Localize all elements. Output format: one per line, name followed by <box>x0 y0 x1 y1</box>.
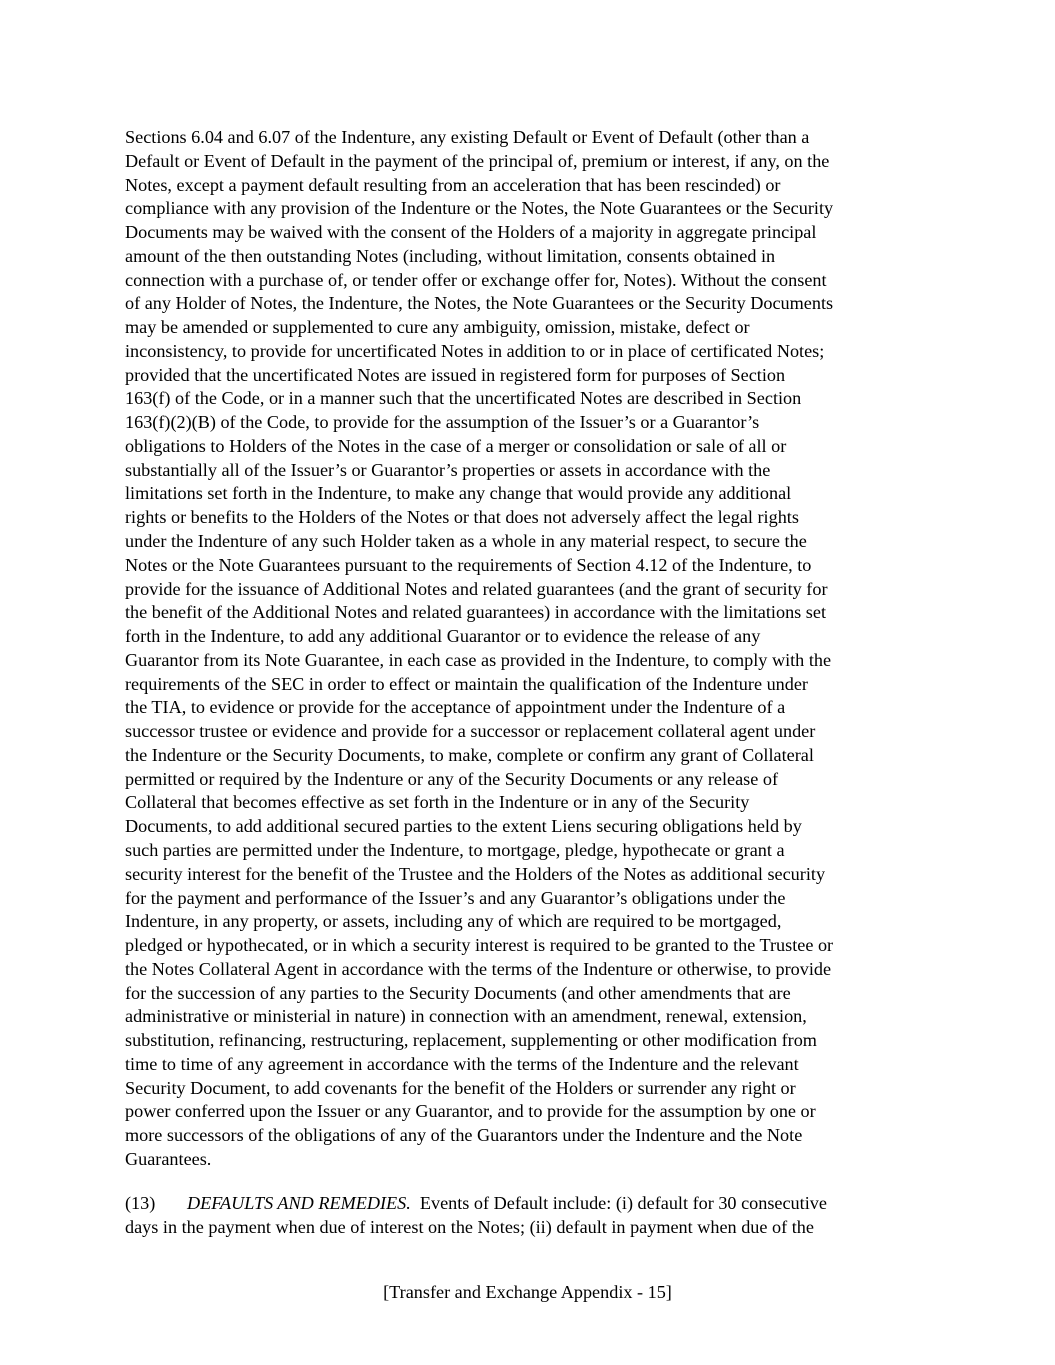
paragraph-line: compliance with any provision of the Indenture or the Notes, the Note Guarantees or the Security <box>125 198 834 219</box>
paragraph-line: the Notes Collateral Agent in accordance with the terms of the Indenture or otherwise, to provide <box>125 958 832 979</box>
paragraph-line: the TIA, to evidence or provide for the acceptance of appointment under the Indenture of a <box>125 697 786 718</box>
paragraph-line: amount of the then outstanding Notes (including, without limitation, consents obtained in <box>125 245 776 266</box>
paragraph-line: successor trustee or evidence and provide for a successor or replacement collateral agent under <box>125 721 816 742</box>
paragraph-line: of any Holder of Notes, the Indenture, the Notes, the Note Guarantees or the Security Documents <box>125 293 834 314</box>
paragraph-line: for the succession of any parties to the Security Documents (and other amendments that are <box>125 982 791 1003</box>
paragraph-line: substantially all of the Issuer’s or Guarantor’s properties or assets in accordance with the <box>125 459 771 480</box>
paragraph-line: connection with a purchase of, or tender offer or exchange offer for, Notes). Without the consent <box>125 269 827 290</box>
paragraph-line: such parties are permitted under the Indenture, to mortgage, pledge, hypothecate or grant a <box>125 839 785 860</box>
paragraph-line: Documents, to add additional secured parties to the extent Liens securing obligations held by <box>125 816 802 837</box>
paragraph-line: substitution, refinancing, restructuring, replacement, supplementing or other modification from <box>125 1030 817 1051</box>
paragraph-line: Indenture, in any property, or assets, including any of which are required to be mortgaged, <box>125 911 782 932</box>
paragraph-line: rights or benefits to the Holders of the Notes or that does not adversely affect the legal rights <box>125 507 799 528</box>
paragraph-line: provide for the issuance of Additional Notes and related guarantees (and the grant of security for <box>125 578 828 599</box>
paragraph-line: administrative or ministerial in nature) in connection with an amendment, renewal, extension, <box>125 1006 807 1027</box>
paragraph-line: Guarantor from its Note Guarantee, in each case as provided in the Indenture, to comply with the <box>125 649 832 670</box>
section-13-text: Events of Default include: (i) default for 30 consecutive <box>410 1193 827 1213</box>
paragraph-line: provided that the uncertificated Notes are issued in registered form for purposes of Section <box>125 364 786 385</box>
paragraph-line: Notes, except a payment default resulting from an acceleration that has been rescinded) or <box>125 174 781 195</box>
paragraph-line: power conferred upon the Issuer or any Guarantor, and to provide for the assumption by one or <box>125 1101 816 1122</box>
paragraph-line: forth in the Indenture, to add any additional Guarantor or to evidence the release of any <box>125 626 761 647</box>
paragraph-line: the benefit of the Additional Notes and related guarantees) in accordance with the limitations set <box>125 602 826 623</box>
paragraph-line: security interest for the benefit of the Trustee and the Holders of the Notes as additional security <box>125 863 826 884</box>
paragraph-line: obligations to Holders of the Notes in the case of a merger or consolidation or sale of all or <box>125 435 787 456</box>
paragraph-line: Notes or the Note Guarantees pursuant to the requirements of Section 4.12 of the Indenture, to <box>125 554 812 575</box>
section-13-paragraph <box>125 1192 930 1240</box>
page-footer: [Transfer and Exchange Appendix - 15] <box>383 1282 672 1302</box>
paragraph-line: Default or Event of Default in the payment of the principal of, premium or interest, if any, on the <box>125 150 830 171</box>
paragraph-line: limitations set forth in the Indenture, to make any change that would provide any additional <box>125 483 792 504</box>
paragraph-line: under the Indenture of any such Holder taken as a whole in any material respect, to secure the <box>125 531 807 552</box>
paragraph-line: the Indenture or the Security Documents, to make, complete or confirm any grant of Collateral <box>125 744 814 765</box>
paragraph-line: Sections 6.04 and 6.07 of the Indenture, any existing Default or Event of Default (other than a <box>125 127 810 147</box>
main-paragraph <box>125 126 930 1172</box>
section-heading: DEFAULTS AND REMEDIES. <box>187 1193 411 1213</box>
paragraph-line: Guarantees. <box>125 1148 212 1169</box>
paragraph-line: Collateral that becomes effective as set forth in the Indenture or in any of the Security <box>125 792 750 813</box>
paragraph-line: 163(f) of the Code, or in a manner such that the uncertificated Notes are described in Section <box>125 388 802 409</box>
section-13-line-2: days in the payment when due of interest on the Notes; (ii) default in payment when due of the <box>125 1216 814 1237</box>
paragraph-line: inconsistency, to provide for uncertificated Notes in addition to or in place of certificated Notes; <box>125 340 825 361</box>
paragraph-line: 163(f)(2)(B) of the Code, to provide for the assumption of the Issuer’s or a Guarantor’s <box>125 412 760 433</box>
paragraph-line: pledged or hypothecated, or in which a security interest is required to be granted to the Trustee or <box>125 935 834 956</box>
paragraph-line: for the payment and performance of the Issuer’s and any Guarantor’s obligations under the <box>125 887 786 908</box>
paragraph-line: permitted or required by the Indenture or any of the Security Documents or any release of <box>125 768 779 789</box>
paragraph-line: requirements of the SEC in order to effect or maintain the qualification of the Indenture under <box>125 673 808 694</box>
paragraph-line: may be amended or supplemented to cure any ambiguity, omission, mistake, defect or <box>125 317 750 338</box>
section-number: (13) <box>125 1193 156 1213</box>
paragraph-line: more successors of the obligations of any of the Guarantors under the Indenture and the Note <box>125 1125 803 1146</box>
paragraph-line: Security Document, to add covenants for the benefit of the Holders or surrender any right or <box>125 1077 796 1098</box>
paragraph-line: Documents may be waived with the consent of the Holders of a majority in aggregate principal <box>125 222 817 243</box>
section-13-line-1 <box>125 1192 930 1216</box>
paragraph-line: time to time of any agreement in accordance with the terms of the Indenture and the relevant <box>125 1053 799 1074</box>
